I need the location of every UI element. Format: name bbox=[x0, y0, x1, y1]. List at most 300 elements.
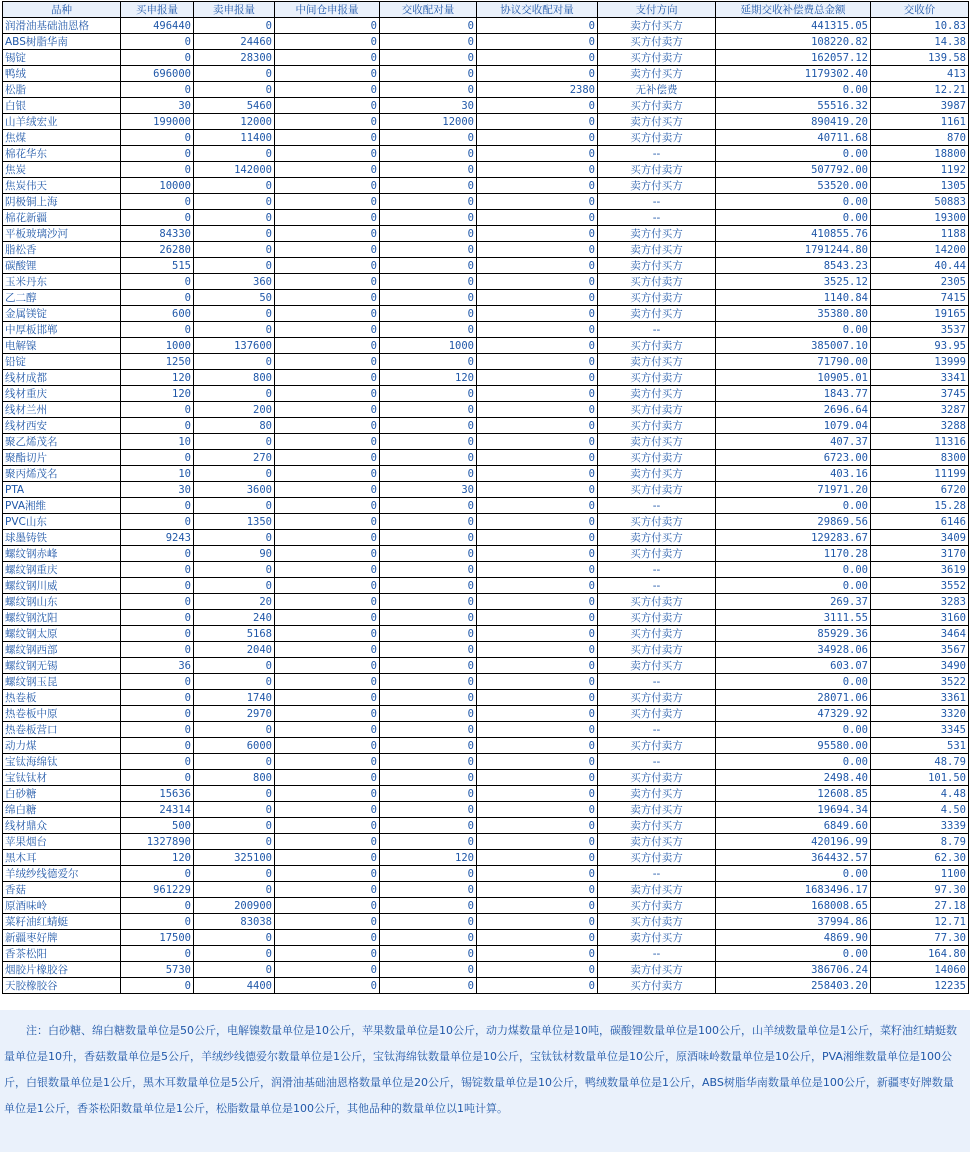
cell-payment-direction: 买方付卖方 bbox=[598, 738, 716, 754]
cell-intermediate-qty: 0 bbox=[275, 722, 380, 738]
cell-matched-qty: 0 bbox=[380, 770, 477, 786]
cell-matched-qty: 0 bbox=[380, 386, 477, 402]
cell-matched-qty: 30 bbox=[380, 98, 477, 114]
cell-variety: 焦炭伟天 bbox=[3, 178, 121, 194]
cell-compensation-total: 1170.28 bbox=[716, 546, 871, 562]
cell-delivery-price: 3409 bbox=[871, 530, 969, 546]
table-row bbox=[3, 514, 969, 530]
cell-sell-qty: 800 bbox=[194, 370, 275, 386]
cell-buy-qty: 0 bbox=[121, 738, 194, 754]
cell-buy-qty: 0 bbox=[121, 722, 194, 738]
table-row bbox=[3, 786, 969, 802]
cell-matched-qty: 0 bbox=[380, 706, 477, 722]
cell-intermediate-qty: 0 bbox=[275, 466, 380, 482]
header-buy-qty: 买申报量 bbox=[121, 2, 194, 18]
cell-agreement-matched-qty: 0 bbox=[477, 34, 598, 50]
cell-payment-direction: 卖方付买方 bbox=[598, 930, 716, 946]
cell-agreement-matched-qty: 0 bbox=[477, 130, 598, 146]
cell-intermediate-qty: 0 bbox=[275, 98, 380, 114]
cell-payment-direction: 买方付卖方 bbox=[598, 690, 716, 706]
cell-variety: 聚乙烯茂名 bbox=[3, 434, 121, 450]
cell-delivery-price: 531 bbox=[871, 738, 969, 754]
cell-agreement-matched-qty: 0 bbox=[477, 914, 598, 930]
cell-matched-qty: 0 bbox=[380, 130, 477, 146]
cell-intermediate-qty: 0 bbox=[275, 642, 380, 658]
cell-intermediate-qty: 0 bbox=[275, 834, 380, 850]
cell-variety: 菜籽油红蜻蜓 bbox=[3, 914, 121, 930]
cell-variety: 螺纹钢山东 bbox=[3, 594, 121, 610]
cell-variety: 阴极铜上海 bbox=[3, 194, 121, 210]
cell-matched-qty: 0 bbox=[380, 466, 477, 482]
cell-variety: 热卷板 bbox=[3, 690, 121, 706]
cell-sell-qty: 20 bbox=[194, 594, 275, 610]
cell-intermediate-qty: 0 bbox=[275, 66, 380, 82]
cell-payment-direction: 卖方付买方 bbox=[598, 658, 716, 674]
cell-agreement-matched-qty: 0 bbox=[477, 482, 598, 498]
table-row bbox=[3, 882, 969, 898]
cell-variety: 宝钛钛材 bbox=[3, 770, 121, 786]
cell-agreement-matched-qty: 0 bbox=[477, 274, 598, 290]
cell-intermediate-qty: 0 bbox=[275, 770, 380, 786]
cell-intermediate-qty: 0 bbox=[275, 546, 380, 562]
footnote: 注：白砂糖、绵白糖数量单位是50公斤，电解镍数量单位是10公斤，苹果数量单位是10公斤，动力煤数量单位是10吨，碳酸锂数量单位是100公斤，山羊绒数量单位是1公斤，菜籽油红蜻蜓数量单位是10升，香菇数量单位是5公斤，羊绒纱线德爱尔数量单位是1公斤，宝钛海绵钛数量单位是10公斤，宝钛钛材数量单位是10公斤，原酒味岭数量单位是10公斤，PVA湘维数量单位是100公斤，白银数量单位是1公斤，黑木耳数量单位是5公斤，润滑油基础油恩格数量单位是20公斤，锡锭数量单位是10公斤，鸭绒数量单位是1公斤，ABS树脂华南数量单位是100公斤，新疆枣好牌数量单位是1公斤，香茶松阳数量单位是1公斤，松脂数量单位是100公斤，其他品种的数量单位以1吨计算。 bbox=[0, 1010, 970, 1152]
cell-delivery-price: 3339 bbox=[871, 818, 969, 834]
table-row bbox=[3, 850, 969, 866]
cell-buy-qty: 0 bbox=[121, 610, 194, 626]
cell-payment-direction: -- bbox=[598, 562, 716, 578]
cell-variety: 润滑油基础油恩格 bbox=[3, 18, 121, 34]
cell-buy-qty: 600 bbox=[121, 306, 194, 322]
cell-intermediate-qty: 0 bbox=[275, 290, 380, 306]
cell-sell-qty: 0 bbox=[194, 354, 275, 370]
cell-agreement-matched-qty: 0 bbox=[477, 594, 598, 610]
cell-sell-qty: 1350 bbox=[194, 514, 275, 530]
cell-delivery-price: 1188 bbox=[871, 226, 969, 242]
cell-matched-qty: 120 bbox=[380, 370, 477, 386]
cell-sell-qty: 0 bbox=[194, 242, 275, 258]
cell-sell-qty: 0 bbox=[194, 866, 275, 882]
cell-intermediate-qty: 0 bbox=[275, 914, 380, 930]
cell-intermediate-qty: 0 bbox=[275, 274, 380, 290]
cell-buy-qty: 9243 bbox=[121, 530, 194, 546]
cell-agreement-matched-qty: 0 bbox=[477, 354, 598, 370]
cell-intermediate-qty: 0 bbox=[275, 306, 380, 322]
cell-matched-qty: 0 bbox=[380, 66, 477, 82]
cell-delivery-price: 7415 bbox=[871, 290, 969, 306]
cell-variety: 螺纹钢太原 bbox=[3, 626, 121, 642]
cell-sell-qty: 0 bbox=[194, 258, 275, 274]
cell-matched-qty: 0 bbox=[380, 802, 477, 818]
table-row bbox=[3, 674, 969, 690]
cell-delivery-price: 19165 bbox=[871, 306, 969, 322]
cell-payment-direction: -- bbox=[598, 722, 716, 738]
cell-variety: ABS树脂华南 bbox=[3, 34, 121, 50]
table-row bbox=[3, 818, 969, 834]
cell-payment-direction: 买方付卖方 bbox=[598, 450, 716, 466]
table-row bbox=[3, 34, 969, 50]
cell-delivery-price: 3283 bbox=[871, 594, 969, 610]
table-row bbox=[3, 706, 969, 722]
cell-agreement-matched-qty: 0 bbox=[477, 578, 598, 594]
cell-compensation-total: 1179302.40 bbox=[716, 66, 871, 82]
header-agreement-matched-qty: 协议交收配对量 bbox=[477, 2, 598, 18]
cell-delivery-price: 13999 bbox=[871, 354, 969, 370]
cell-sell-qty: 11400 bbox=[194, 130, 275, 146]
cell-sell-qty: 0 bbox=[194, 530, 275, 546]
cell-variety: 宝钛海绵钛 bbox=[3, 754, 121, 770]
cell-payment-direction: 卖方付买方 bbox=[598, 786, 716, 802]
cell-delivery-price: 11199 bbox=[871, 466, 969, 482]
cell-variety: 香茶松阳 bbox=[3, 946, 121, 962]
cell-sell-qty: 0 bbox=[194, 658, 275, 674]
cell-variety: 螺纹钢重庆 bbox=[3, 562, 121, 578]
cell-variety: 松脂 bbox=[3, 82, 121, 98]
cell-compensation-total: 603.07 bbox=[716, 658, 871, 674]
cell-compensation-total: 12608.85 bbox=[716, 786, 871, 802]
table-row bbox=[3, 722, 969, 738]
cell-delivery-price: 14200 bbox=[871, 242, 969, 258]
cell-variety: 玉米丹东 bbox=[3, 274, 121, 290]
cell-matched-qty: 0 bbox=[380, 82, 477, 98]
cell-matched-qty: 0 bbox=[380, 930, 477, 946]
table-row bbox=[3, 962, 969, 978]
cell-payment-direction: 卖方付买方 bbox=[598, 354, 716, 370]
cell-delivery-price: 11316 bbox=[871, 434, 969, 450]
cell-payment-direction: 卖方付买方 bbox=[598, 178, 716, 194]
cell-variety: 平板玻璃沙河 bbox=[3, 226, 121, 242]
cell-payment-direction: 卖方付买方 bbox=[598, 242, 716, 258]
cell-payment-direction: 买方付卖方 bbox=[598, 402, 716, 418]
cell-delivery-price: 101.50 bbox=[871, 770, 969, 786]
cell-buy-qty: 0 bbox=[121, 274, 194, 290]
table-row bbox=[3, 754, 969, 770]
cell-sell-qty: 0 bbox=[194, 178, 275, 194]
cell-buy-qty: 961229 bbox=[121, 882, 194, 898]
cell-sell-qty: 4400 bbox=[194, 978, 275, 994]
cell-intermediate-qty: 0 bbox=[275, 82, 380, 98]
cell-variety: 动力煤 bbox=[3, 738, 121, 754]
cell-delivery-price: 93.95 bbox=[871, 338, 969, 354]
cell-intermediate-qty: 0 bbox=[275, 114, 380, 130]
cell-compensation-total: 6849.60 bbox=[716, 818, 871, 834]
cell-payment-direction: -- bbox=[598, 146, 716, 162]
cell-agreement-matched-qty: 0 bbox=[477, 66, 598, 82]
table-row bbox=[3, 386, 969, 402]
cell-buy-qty: 120 bbox=[121, 370, 194, 386]
cell-buy-qty: 0 bbox=[121, 50, 194, 66]
cell-variety: 线材西安 bbox=[3, 418, 121, 434]
cell-variety: 棉花华东 bbox=[3, 146, 121, 162]
cell-intermediate-qty: 0 bbox=[275, 370, 380, 386]
cell-variety: 电解镍 bbox=[3, 338, 121, 354]
cell-payment-direction: 买方付卖方 bbox=[598, 482, 716, 498]
cell-agreement-matched-qty: 0 bbox=[477, 322, 598, 338]
cell-compensation-total: 420196.99 bbox=[716, 834, 871, 850]
cell-agreement-matched-qty: 0 bbox=[477, 866, 598, 882]
table-row bbox=[3, 914, 969, 930]
cell-agreement-matched-qty: 0 bbox=[477, 818, 598, 834]
cell-intermediate-qty: 0 bbox=[275, 802, 380, 818]
cell-delivery-price: 12235 bbox=[871, 978, 969, 994]
cell-variety: 线材鼎众 bbox=[3, 818, 121, 834]
table-row bbox=[3, 50, 969, 66]
cell-matched-qty: 0 bbox=[380, 194, 477, 210]
cell-compensation-total: 162057.12 bbox=[716, 50, 871, 66]
cell-sell-qty: 0 bbox=[194, 82, 275, 98]
cell-compensation-total: 385007.10 bbox=[716, 338, 871, 354]
cell-delivery-price: 12.71 bbox=[871, 914, 969, 930]
cell-delivery-price: 3522 bbox=[871, 674, 969, 690]
cell-matched-qty: 0 bbox=[380, 962, 477, 978]
cell-variety: 线材兰州 bbox=[3, 402, 121, 418]
table-row bbox=[3, 98, 969, 114]
cell-compensation-total: 0.00 bbox=[716, 674, 871, 690]
table-row bbox=[3, 18, 969, 34]
cell-payment-direction: 买方付卖方 bbox=[598, 162, 716, 178]
cell-sell-qty: 0 bbox=[194, 498, 275, 514]
cell-matched-qty: 0 bbox=[380, 146, 477, 162]
cell-compensation-total: 129283.67 bbox=[716, 530, 871, 546]
table-row bbox=[3, 930, 969, 946]
cell-agreement-matched-qty: 0 bbox=[477, 882, 598, 898]
cell-matched-qty: 0 bbox=[380, 610, 477, 626]
table-row bbox=[3, 290, 969, 306]
cell-delivery-price: 50883 bbox=[871, 194, 969, 210]
cell-variety: 聚丙烯茂名 bbox=[3, 466, 121, 482]
cell-sell-qty: 12000 bbox=[194, 114, 275, 130]
cell-compensation-total: 34928.06 bbox=[716, 642, 871, 658]
table-row bbox=[3, 978, 969, 994]
cell-payment-direction: 卖方付买方 bbox=[598, 226, 716, 242]
cell-sell-qty: 0 bbox=[194, 722, 275, 738]
cell-compensation-total: 1140.84 bbox=[716, 290, 871, 306]
cell-matched-qty: 0 bbox=[380, 754, 477, 770]
cell-buy-qty: 120 bbox=[121, 386, 194, 402]
cell-payment-direction: 买方付卖方 bbox=[598, 706, 716, 722]
cell-intermediate-qty: 0 bbox=[275, 978, 380, 994]
cell-intermediate-qty: 0 bbox=[275, 882, 380, 898]
cell-variety: 羊绒纱线德爱尔 bbox=[3, 866, 121, 882]
cell-payment-direction: 卖方付买方 bbox=[598, 114, 716, 130]
cell-payment-direction: 无补偿费 bbox=[598, 82, 716, 98]
table-row bbox=[3, 130, 969, 146]
cell-agreement-matched-qty: 0 bbox=[477, 738, 598, 754]
cell-variety: 香菇 bbox=[3, 882, 121, 898]
cell-buy-qty: 10 bbox=[121, 466, 194, 482]
cell-payment-direction: -- bbox=[598, 866, 716, 882]
cell-intermediate-qty: 0 bbox=[275, 498, 380, 514]
cell-variety: 金属镁锭 bbox=[3, 306, 121, 322]
table-row bbox=[3, 866, 969, 882]
cell-intermediate-qty: 0 bbox=[275, 818, 380, 834]
cell-intermediate-qty: 0 bbox=[275, 962, 380, 978]
table-row bbox=[3, 450, 969, 466]
cell-payment-direction: 买方付卖方 bbox=[598, 370, 716, 386]
cell-delivery-price: 139.58 bbox=[871, 50, 969, 66]
table-row bbox=[3, 466, 969, 482]
cell-matched-qty: 0 bbox=[380, 274, 477, 290]
cell-buy-qty: 0 bbox=[121, 130, 194, 146]
cell-intermediate-qty: 0 bbox=[275, 658, 380, 674]
cell-matched-qty: 0 bbox=[380, 946, 477, 962]
cell-payment-direction: 卖方付买方 bbox=[598, 882, 716, 898]
header-compensation-total: 延期交收补偿费总金额 bbox=[716, 2, 871, 18]
cell-intermediate-qty: 0 bbox=[275, 626, 380, 642]
cell-buy-qty: 0 bbox=[121, 754, 194, 770]
cell-payment-direction: -- bbox=[598, 194, 716, 210]
cell-variety: PTA bbox=[3, 482, 121, 498]
cell-buy-qty: 26280 bbox=[121, 242, 194, 258]
cell-delivery-price: 3341 bbox=[871, 370, 969, 386]
cell-delivery-price: 15.28 bbox=[871, 498, 969, 514]
cell-variety: 热卷板营口 bbox=[3, 722, 121, 738]
cell-sell-qty: 1740 bbox=[194, 690, 275, 706]
cell-payment-direction: 买方付卖方 bbox=[598, 978, 716, 994]
delivery-table bbox=[2, 1, 969, 994]
cell-matched-qty: 0 bbox=[380, 738, 477, 754]
cell-variety: 焦煤 bbox=[3, 130, 121, 146]
cell-variety: 黑木耳 bbox=[3, 850, 121, 866]
cell-variety: 螺纹钢无锡 bbox=[3, 658, 121, 674]
cell-intermediate-qty: 0 bbox=[275, 578, 380, 594]
cell-buy-qty: 0 bbox=[121, 194, 194, 210]
cell-matched-qty: 0 bbox=[380, 674, 477, 690]
cell-compensation-total: 8543.23 bbox=[716, 258, 871, 274]
cell-variety: 球墨铸铁 bbox=[3, 530, 121, 546]
cell-delivery-price: 1161 bbox=[871, 114, 969, 130]
cell-compensation-total: 403.16 bbox=[716, 466, 871, 482]
table-row bbox=[3, 626, 969, 642]
table-row bbox=[3, 354, 969, 370]
cell-compensation-total: 2498.40 bbox=[716, 770, 871, 786]
cell-buy-qty: 0 bbox=[121, 514, 194, 530]
cell-intermediate-qty: 0 bbox=[275, 418, 380, 434]
cell-compensation-total: 1079.04 bbox=[716, 418, 871, 434]
cell-buy-qty: 0 bbox=[121, 594, 194, 610]
cell-compensation-total: 0.00 bbox=[716, 82, 871, 98]
cell-matched-qty: 0 bbox=[380, 626, 477, 642]
cell-agreement-matched-qty: 0 bbox=[477, 626, 598, 642]
cell-matched-qty: 0 bbox=[380, 530, 477, 546]
cell-buy-qty: 0 bbox=[121, 34, 194, 50]
cell-payment-direction: 买方付卖方 bbox=[598, 338, 716, 354]
cell-agreement-matched-qty: 0 bbox=[477, 898, 598, 914]
cell-matched-qty: 0 bbox=[380, 162, 477, 178]
cell-intermediate-qty: 0 bbox=[275, 706, 380, 722]
cell-payment-direction: 卖方付买方 bbox=[598, 306, 716, 322]
cell-agreement-matched-qty: 0 bbox=[477, 114, 598, 130]
cell-matched-qty: 0 bbox=[380, 402, 477, 418]
cell-sell-qty: 0 bbox=[194, 322, 275, 338]
cell-payment-direction: 卖方付买方 bbox=[598, 466, 716, 482]
cell-compensation-total: 6723.00 bbox=[716, 450, 871, 466]
header-payment-direction: 支付方向 bbox=[598, 2, 716, 18]
cell-matched-qty: 0 bbox=[380, 898, 477, 914]
cell-compensation-total: 0.00 bbox=[716, 146, 871, 162]
cell-intermediate-qty: 0 bbox=[275, 354, 380, 370]
cell-intermediate-qty: 0 bbox=[275, 178, 380, 194]
cell-compensation-total: 85929.36 bbox=[716, 626, 871, 642]
cell-sell-qty: 142000 bbox=[194, 162, 275, 178]
cell-variety: 螺纹钢沈阳 bbox=[3, 610, 121, 626]
cell-sell-qty: 0 bbox=[194, 466, 275, 482]
cell-intermediate-qty: 0 bbox=[275, 338, 380, 354]
cell-sell-qty: 0 bbox=[194, 786, 275, 802]
cell-compensation-total: 35380.80 bbox=[716, 306, 871, 322]
cell-intermediate-qty: 0 bbox=[275, 434, 380, 450]
cell-agreement-matched-qty: 0 bbox=[477, 802, 598, 818]
cell-delivery-price: 3745 bbox=[871, 386, 969, 402]
cell-delivery-price: 6720 bbox=[871, 482, 969, 498]
cell-compensation-total: 1683496.17 bbox=[716, 882, 871, 898]
cell-buy-qty: 36 bbox=[121, 658, 194, 674]
table-row bbox=[3, 258, 969, 274]
cell-delivery-price: 3537 bbox=[871, 322, 969, 338]
cell-sell-qty: 0 bbox=[194, 18, 275, 34]
cell-agreement-matched-qty: 0 bbox=[477, 834, 598, 850]
cell-payment-direction: 买方付卖方 bbox=[598, 514, 716, 530]
cell-buy-qty: 0 bbox=[121, 914, 194, 930]
cell-compensation-total: 53520.00 bbox=[716, 178, 871, 194]
cell-agreement-matched-qty: 0 bbox=[477, 18, 598, 34]
table-row bbox=[3, 434, 969, 450]
cell-sell-qty: 0 bbox=[194, 818, 275, 834]
cell-variety: 乙二醇 bbox=[3, 290, 121, 306]
cell-payment-direction: 买方付卖方 bbox=[598, 594, 716, 610]
cell-matched-qty: 0 bbox=[380, 786, 477, 802]
cell-matched-qty: 0 bbox=[380, 226, 477, 242]
cell-delivery-price: 97.30 bbox=[871, 882, 969, 898]
cell-sell-qty: 0 bbox=[194, 434, 275, 450]
cell-variety: 绵白糖 bbox=[3, 802, 121, 818]
cell-matched-qty: 120 bbox=[380, 850, 477, 866]
cell-sell-qty: 0 bbox=[194, 882, 275, 898]
cell-matched-qty: 0 bbox=[380, 306, 477, 322]
cell-sell-qty: 90 bbox=[194, 546, 275, 562]
cell-compensation-total: 1791244.80 bbox=[716, 242, 871, 258]
cell-matched-qty: 0 bbox=[380, 450, 477, 466]
cell-intermediate-qty: 0 bbox=[275, 610, 380, 626]
cell-agreement-matched-qty: 0 bbox=[477, 98, 598, 114]
cell-buy-qty: 0 bbox=[121, 546, 194, 562]
cell-compensation-total: 410855.76 bbox=[716, 226, 871, 242]
cell-variety: 山羊绒宏业 bbox=[3, 114, 121, 130]
cell-compensation-total: 507792.00 bbox=[716, 162, 871, 178]
cell-buy-qty: 84330 bbox=[121, 226, 194, 242]
cell-delivery-price: 77.30 bbox=[871, 930, 969, 946]
cell-buy-qty: 30 bbox=[121, 482, 194, 498]
cell-sell-qty: 0 bbox=[194, 386, 275, 402]
cell-buy-qty: 10000 bbox=[121, 178, 194, 194]
table-row bbox=[3, 306, 969, 322]
cell-delivery-price: 12.21 bbox=[871, 82, 969, 98]
cell-delivery-price: 3552 bbox=[871, 578, 969, 594]
cell-sell-qty: 137600 bbox=[194, 338, 275, 354]
cell-delivery-price: 27.18 bbox=[871, 898, 969, 914]
cell-delivery-price: 1192 bbox=[871, 162, 969, 178]
cell-matched-qty: 0 bbox=[380, 978, 477, 994]
cell-agreement-matched-qty: 0 bbox=[477, 258, 598, 274]
cell-sell-qty: 0 bbox=[194, 946, 275, 962]
cell-intermediate-qty: 0 bbox=[275, 146, 380, 162]
cell-variety: 线材成都 bbox=[3, 370, 121, 386]
cell-variety: 脂松香 bbox=[3, 242, 121, 258]
cell-compensation-total: 0.00 bbox=[716, 194, 871, 210]
header-sell-qty: 卖申报量 bbox=[194, 2, 275, 18]
table-row bbox=[3, 482, 969, 498]
cell-sell-qty: 0 bbox=[194, 194, 275, 210]
header-variety: 品种 bbox=[3, 2, 121, 18]
